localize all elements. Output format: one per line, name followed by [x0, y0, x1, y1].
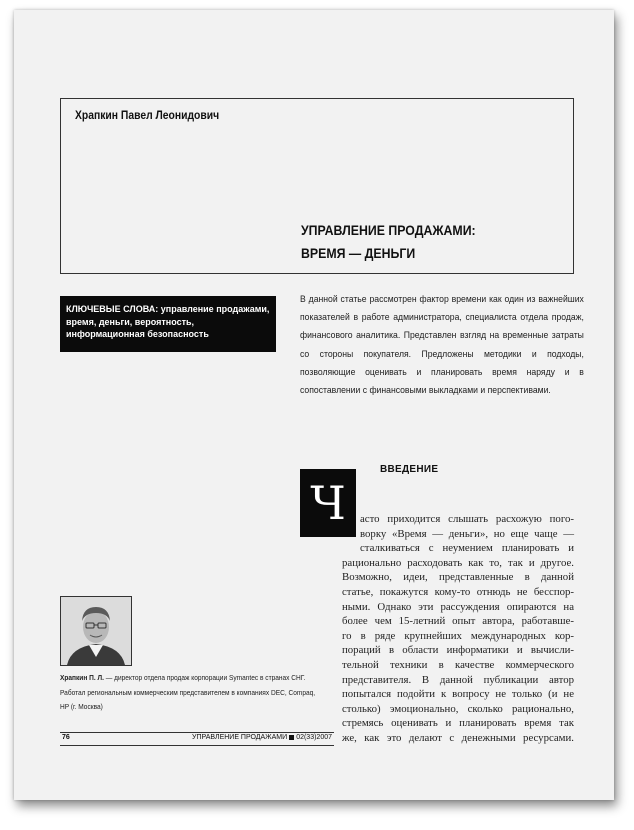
body-text [342, 512, 574, 746]
drop-cap: Ч [300, 469, 356, 537]
body-line: рационально расходовать как то, так и другое. [342, 556, 574, 569]
section-heading: ВВЕДЕНИЕ [380, 464, 439, 475]
body-line: попытался подойти к вопросу не только (и не [342, 688, 574, 701]
journal-page [14, 10, 614, 800]
body-line: Возможно, идеи, представленные в данной [342, 571, 574, 584]
article-header [60, 98, 574, 274]
body-line: статье, покажутся кому-то отнюдь не бесспор- [342, 585, 574, 598]
body-line: стремясь оценивать и планировать время так [342, 717, 574, 730]
issue-number: 02(33)2007 [296, 734, 332, 741]
author-bio [60, 671, 321, 715]
title-line-1: УПРАВЛЕНИЕ ПРОДАЖАМИ: [301, 222, 476, 238]
bio-text: — директор отдела продаж корпорации Symantec в странах СНГ. Работал региональным коммерческим представителем в компаниях DEC, Compaq, HP (г. Москва) [60, 673, 316, 711]
body-line: столько) эмоционально, сколько рационально, [342, 702, 574, 715]
article-title [301, 219, 476, 265]
running-head-title: УПРАВЛЕНИЕ ПРОДАЖАМИ [192, 734, 288, 741]
abstract: В данной статье рассмотрен фактор времени как один из важнейших показателей в работе администратора, специалиста отдела продаж, финансового аналитика. Представлен взгляд на временные затраты со стороны покупателя. Предложены методики и подходы, позволяющие оценивать и планировать время наряду и в сопоставлении с финансовыми выкладками и перспективами. [300, 294, 584, 396]
body-line: более чем 15-летний опыт автора, работавше- [342, 615, 574, 628]
running-head [192, 734, 332, 741]
square-bullet-icon [289, 735, 294, 740]
author-name: Храпкин Павел Леонидович [75, 110, 220, 122]
body-line: асто приходится слышать расхожую пого- [360, 513, 574, 525]
body-line: пораций в области информатики и вычисли- [342, 644, 574, 657]
page-footer [60, 732, 334, 746]
body-line: тельной техники в качестве коммерческого [342, 658, 574, 671]
author-portrait-icon [61, 597, 131, 665]
author-photo [60, 596, 132, 666]
keywords-box: КЛЮЧЕВЫЕ СЛОВА: управление продажами, время, деньги, вероятность, информационная безопасность [60, 296, 276, 352]
body-line: ворку «Время — деньги», но еще чаще — [360, 527, 574, 540]
body-line: ными. Однако эти рассуждения опираются на [342, 600, 574, 613]
page-number: 76 [62, 734, 70, 741]
body-line: же, как это делают с денежными ресурсами. [342, 731, 574, 744]
body-line: представителя. В данной публикации автор [342, 673, 574, 686]
title-line-2: ВРЕМЯ — ДЕНЬГИ [301, 245, 416, 261]
body-line: сталкиваться с неумением планировать и [360, 542, 574, 555]
body-line: го в ряде крупнейших международных кор- [342, 629, 574, 642]
bio-name: Храпкин П. Л. [60, 673, 104, 682]
